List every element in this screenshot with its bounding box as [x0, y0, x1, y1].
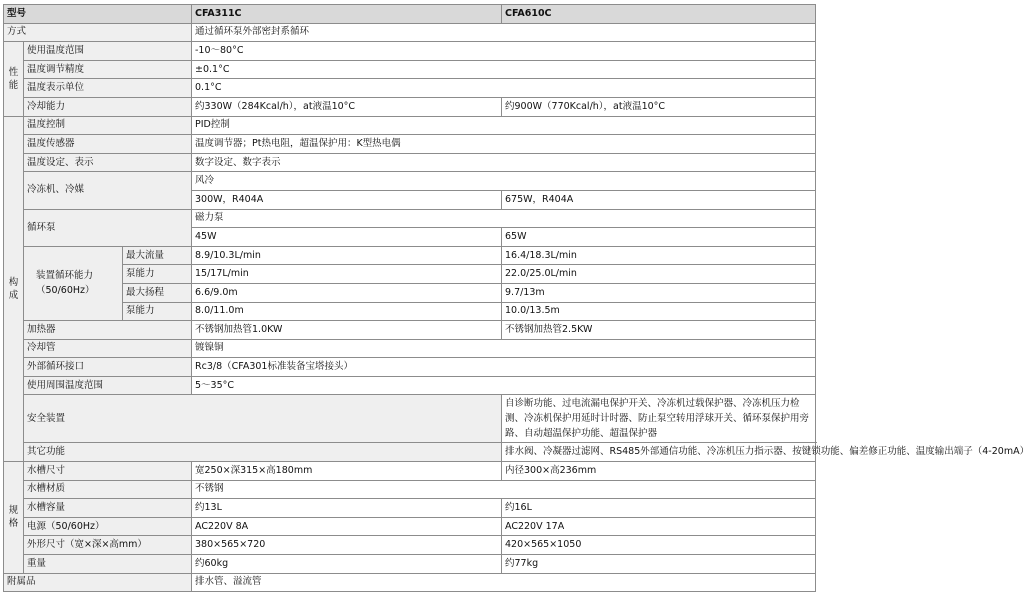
temp-control-row — [4, 116, 816, 135]
temp-accuracy-value: ±0.1°C — [192, 60, 816, 79]
performance-section-label — [4, 42, 24, 116]
tank-capacity-value-a: 约13L — [192, 499, 502, 518]
dimensions-row — [4, 536, 816, 555]
spec-section-label — [4, 462, 24, 574]
pump-type: 磁力泵 — [192, 209, 816, 228]
temp-setting-label: 温度设定、表示 — [24, 153, 192, 172]
pump-capacity-row-4 — [4, 302, 816, 321]
max-head-value-a: 6.6/9.0m — [192, 283, 502, 302]
pump-value-b: 65W — [502, 228, 816, 247]
pump-type-row — [4, 209, 816, 228]
max-head-value-b: 9.7/13m — [502, 283, 816, 302]
pump-capacity-row-1 — [4, 246, 816, 265]
cooling-label: 冷却能力 — [24, 97, 192, 116]
temp-accuracy-label: 温度调节精度 — [24, 60, 192, 79]
refrigeration-label: 冷冻机、冷媒 — [24, 172, 192, 209]
pump-value-a: 45W — [192, 228, 502, 247]
other-row — [4, 443, 816, 462]
temp-setting-row — [4, 153, 816, 172]
dimensions-value-a: 380×565×720 — [192, 536, 502, 555]
tank-size-value-b: 内径300×高236mm — [502, 462, 816, 481]
pump-capacity-label — [24, 246, 123, 320]
pump-head-value-b: 10.0/13.5m — [502, 302, 816, 321]
weight-row — [4, 555, 816, 574]
accessories-value: 排水管、溢流管 — [192, 573, 816, 592]
temp-unit-label: 温度表示单位 — [24, 79, 192, 98]
method-value: 通过循环泵外部密封系循环 — [192, 23, 816, 42]
cooling-pipe-value: 镀镍铜 — [192, 339, 816, 358]
temp-sensor-row — [4, 135, 816, 154]
model-b-header: CFA610C — [502, 5, 816, 24]
pump-head-value-a: 8.0/11.0m — [192, 302, 502, 321]
refrigeration-type: 风冷 — [192, 172, 816, 191]
cooling-value-b: 约900W（770Kcal/h），at液温10°C — [502, 97, 816, 116]
construction-section-text: 构 成 — [8, 276, 19, 301]
pump-flow-label: 泵能力 — [123, 265, 192, 284]
tank-capacity-row — [4, 499, 816, 518]
weight-value-a: 约60kg — [192, 555, 502, 574]
tank-size-label: 水槽尺寸 — [24, 462, 192, 481]
temp-range-row — [4, 42, 816, 61]
external-port-row — [4, 358, 816, 377]
safety-value: 自诊断功能、过电流漏电保护开关、冷冻机过载保护器、冷冻机压力检测、冷冻机保护用延时计时器、防止泵空转用浮球开关、循环泵保护用旁路、自动超温保护功能、超温保护器 — [502, 395, 816, 443]
dimensions-label: 外形尺寸（宽×深×高mm） — [24, 536, 192, 555]
pump-capacity-row-3 — [4, 283, 816, 302]
heater-label: 加热器 — [24, 321, 192, 340]
temp-control-value: PID控制 — [192, 116, 816, 135]
refrigeration-value-a: 300W，R404A — [192, 190, 502, 209]
tank-size-value-a: 宽250×深315×高180mm — [192, 462, 502, 481]
tank-size-row — [4, 462, 816, 481]
tank-capacity-value-b: 约16L — [502, 499, 816, 518]
model-header-label: 型号 — [4, 5, 192, 24]
tank-capacity-label: 水槽容量 — [24, 499, 192, 518]
safety-label: 安全装置 — [24, 395, 502, 443]
weight-value-b: 约77kg — [502, 555, 816, 574]
header-row — [4, 5, 816, 24]
max-flow-value-a: 8.9/10.3L/min — [192, 246, 502, 265]
dimensions-value-b: 420×565×1050 — [502, 536, 816, 555]
temp-range-value: -10～80°C — [192, 42, 816, 61]
refrigeration-type-row — [4, 172, 816, 191]
spec-table — [3, 4, 1029, 592]
cooling-pipe-label: 冷却管 — [24, 339, 192, 358]
weight-label: 重量 — [24, 555, 192, 574]
pump-capacity-row-2 — [4, 265, 816, 284]
spec-section-text: 规 格 — [8, 505, 19, 530]
cooling-row — [4, 97, 816, 116]
pump-flow-value-b: 22.0/25.0L/min — [502, 265, 816, 284]
max-flow-value-b: 16.4/18.3L/min — [502, 246, 816, 265]
pump-capacity-text: 装置循环能力 （50/60Hz） — [36, 270, 95, 297]
external-port-label: 外部循环接口 — [24, 358, 192, 377]
power-value-b: AC220V 17A — [502, 517, 816, 536]
cooling-value-a: 约330W（284Kcal/h），at液温10°C — [192, 97, 502, 116]
heater-row — [4, 321, 816, 340]
temp-unit-row — [4, 79, 816, 98]
temp-control-label: 温度控制 — [24, 116, 192, 135]
power-row — [4, 517, 816, 536]
temp-unit-value: 0.1°C — [192, 79, 816, 98]
refrigeration-value-b: 675W，R404A — [502, 190, 816, 209]
accessories-label: 附属品 — [4, 573, 192, 592]
tank-material-label: 水槽材质 — [24, 480, 192, 499]
other-label: 其它功能 — [24, 443, 502, 462]
pump-head-label: 泵能力 — [123, 302, 192, 321]
model-a-header: CFA311C — [192, 5, 502, 24]
temp-range-label: 使用温度范围 — [24, 42, 192, 61]
safety-row — [4, 395, 816, 443]
temp-accuracy-row — [4, 60, 816, 79]
power-value-a: AC220V 8A — [192, 517, 502, 536]
ambient-label: 使用周围温度范围 — [24, 376, 192, 395]
power-label: 电源（50/60Hz） — [24, 517, 192, 536]
max-head-label: 最大扬程 — [123, 283, 192, 302]
method-row — [4, 23, 816, 42]
other-value: 排水阀、冷凝器过滤网、RS485外部通信功能、冷冻机压力指示器、按键锁功能、偏差修正功能、温度输出端子（4-20mA） — [502, 443, 816, 462]
cooling-pipe-row — [4, 339, 816, 358]
heater-value-b: 不锈钢加热管2.5KW — [502, 321, 816, 340]
temp-sensor-value: 温度调节器；Pt热电阻，超温保护用：K型热电偶 — [192, 135, 816, 154]
tank-material-row — [4, 480, 816, 499]
ambient-row — [4, 376, 816, 395]
performance-section-text: 性 能 — [8, 66, 19, 91]
ambient-value: 5～35°C — [192, 376, 816, 395]
heater-value-a: 不锈钢加热管1.0KW — [192, 321, 502, 340]
pump-flow-value-a: 15/17L/min — [192, 265, 502, 284]
max-flow-label: 最大流量 — [123, 246, 192, 265]
construction-section-label — [4, 116, 24, 462]
pump-label: 循环泵 — [24, 209, 192, 246]
temp-setting-value: 数字设定、数字表示 — [192, 153, 816, 172]
accessories-row — [4, 573, 816, 592]
external-port-value: Rc3/8（CFA301标准装备宝塔接头） — [192, 358, 816, 377]
method-label: 方式 — [4, 23, 192, 42]
tank-material-value: 不锈钢 — [192, 480, 816, 499]
temp-sensor-label: 温度传感器 — [24, 135, 192, 154]
